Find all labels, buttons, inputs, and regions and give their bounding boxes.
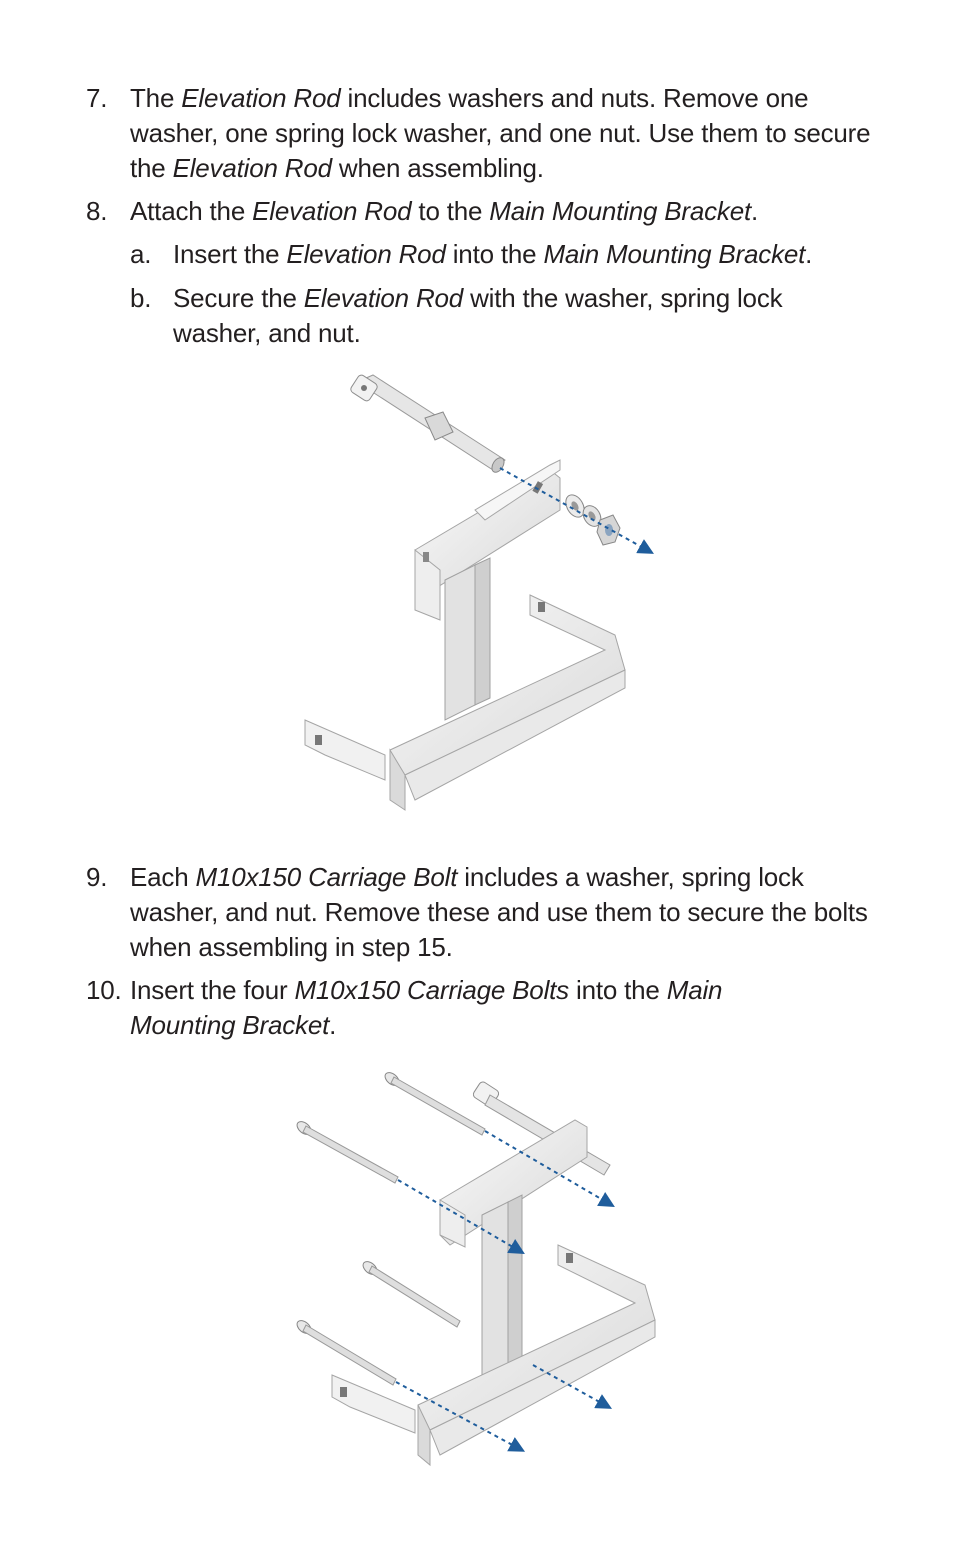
carriage-bolt [383, 1070, 485, 1135]
step-text: Attach the Elevation Rod to the Main Mounting Bracket. [130, 196, 759, 226]
elevation-rod [349, 374, 506, 475]
step-8 [86, 194, 876, 229]
step-8a [130, 237, 890, 272]
elevation-rod-assembly-illustration [295, 370, 665, 815]
step-7 [86, 81, 876, 186]
substep-letter: b. [130, 283, 152, 313]
step-text: Insert the Elevation Rod into the Main Mounting Bracket. [173, 239, 813, 269]
step-10 [86, 973, 786, 1043]
step-text: The Elevation Rod includes washers and nuts. Remove one washer, one spring lock washer, and one nut. Use them to secure the Elevation Rod when assembling. [130, 83, 871, 183]
carriage-bolt-assembly-illustration [290, 1065, 670, 1475]
carriage-bolt [295, 1318, 396, 1385]
bracket-vertical-post [445, 558, 490, 720]
step-text: Each M10x150 Carriage Bolt includes a washer, spring lock washer, and nut. Remove these and use them to secure the bolts when assembling in step 15. [130, 862, 868, 962]
step-number: 7. [86, 83, 108, 113]
step-9 [86, 860, 876, 965]
substep-letter: a. [130, 239, 152, 269]
step-number: 10. [86, 975, 122, 1005]
step-text: Insert the four M10x150 Carriage Bolts into the Main Mounting Bracket. [130, 975, 723, 1040]
step-number: 8. [86, 196, 108, 226]
carriage-bolt [361, 1259, 460, 1327]
bracket-vertical-post [482, 1195, 522, 1378]
step-text: Secure the Elevation Rod with the washer, spring lock washer, and nut. [173, 283, 783, 348]
carriage-bolt [295, 1119, 398, 1183]
step-8b [130, 281, 850, 351]
step-number: 9. [86, 862, 108, 892]
